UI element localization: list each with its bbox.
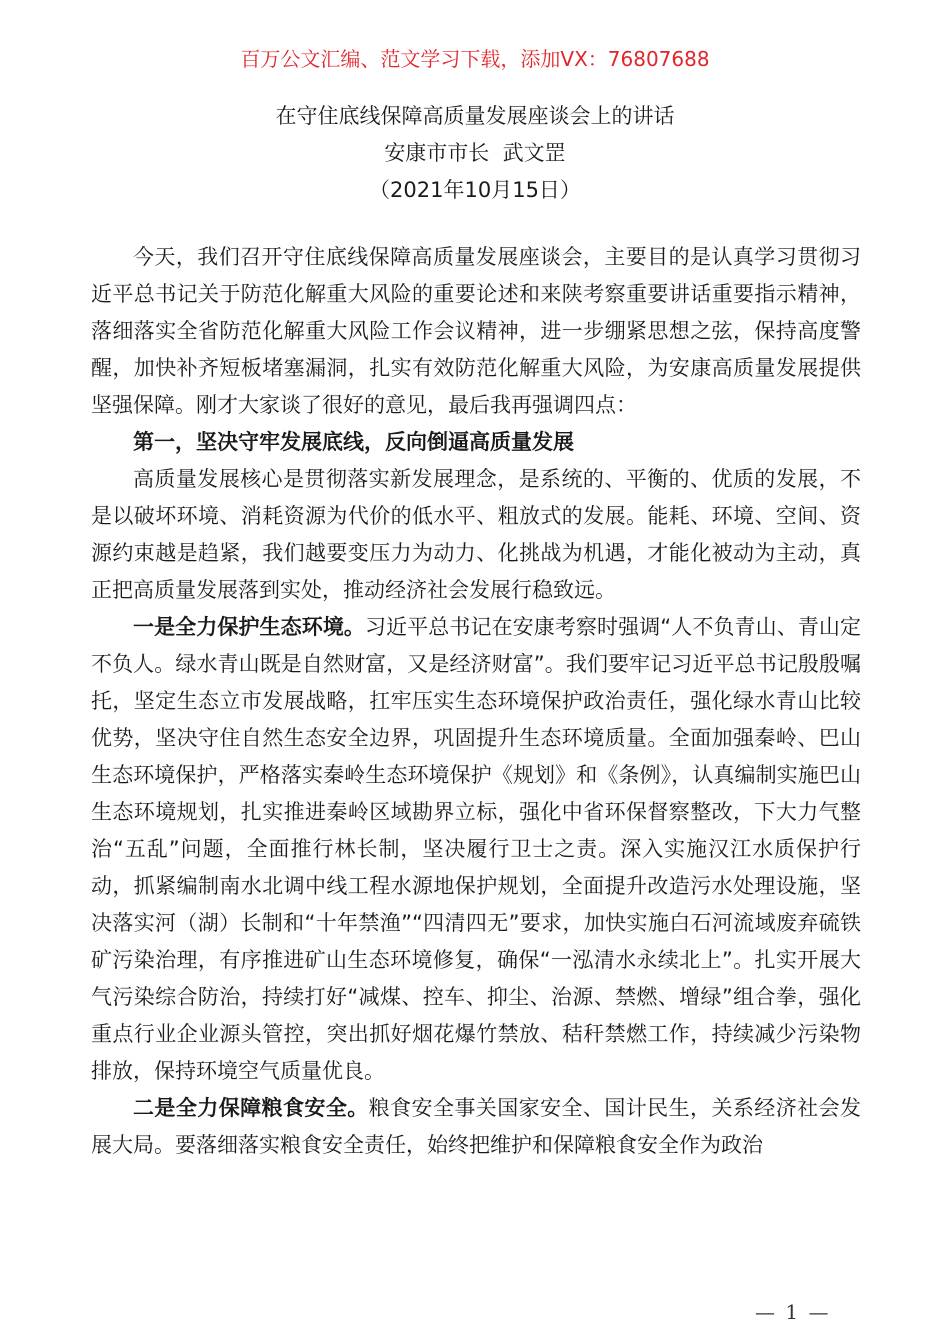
document-author: 安康市市长 武文罡 (384, 141, 566, 165)
page-number: — 1 — (755, 1300, 831, 1324)
paragraph-section-1: 高质量发展核心是贯彻落实新发展理念，是系统的、平衡的、优质的发展，不是以破坏环境、消耗资源为代价的低水平、粗放式的发展。能耗、环境、空间、资源约束越是趋紧，我们越要变压力为动力、化挑战为机遇，才能化被动为主动，真正把高质量发展落到实处，推动经济社会发展行稳致远。 (91, 467, 861, 602)
document-body (91, 239, 861, 1164)
paragraph-intro: 今天，我们召开守住底线保障高质量发展座谈会，主要目的是认真学习贯彻习近平总书记关于防范化解重大风险的重要论述和来陕考察重要讲话重要指示精神，落细落实全省防范化解重大风险工作会议精神，进一步绷紧思想之弦，保持高度警醒，加快补齐短板堵塞漏洞，扎实有效防范化解重大风险，为安康高质量发展提供坚强保障。刚才大家谈了很好的意见，最后我再强调四点： (91, 245, 861, 417)
document-header (0, 98, 950, 209)
paragraph-ecology (91, 609, 861, 1090)
paragraph-food-lead: 二是全力保障粮食安全。 (133, 1096, 369, 1120)
document-date: （2021年10月15日） (369, 178, 581, 202)
paragraph-ecology-text: 习近平总书记在安康考察时强调“人不负青山、青山定不负人。绿水青山既是自然财富，又是经济财富”。我们要牢记习近平总书记殷殷嘱托，坚定生态立市发展战略，扛牢压实生态环境保护政治责任，强化绿水青山比较优势，坚决守住自然生态安全边界，巩固提升生态环境质量。全面加强秦岭、巴山生态环境保护，严格落实秦岭生态环境保护《规划》和《条例》，认真编制实施巴山生态环境规划，扎实推进秦岭区域勘界立标，强化中省环保督察整改，下大力气整治“五乱”问题，全面推行林长制，坚决履行卫士之责。深入实施汉江水质保护行动，抓紧编制南水北调中线工程水源地保护规划，全面提升改造污水处理设施，坚决落实河（湖）长制和“十年禁渔”“四清四无”要求，加快实施白石河流域废弃硫铁矿污染治理，有序推进矿山生态环境修复，确保“一泓清水永续北上”。扎实开展大气污染综合防治，持续打好“减煤、控车、抑尘、治源、禁燃、增绿”组合拳，强化重点行业企业源头管控，突出抓好烟花爆竹禁放、秸秆禁燃工作，持续减少污染物排放，保持环境空气质量优良。 (91, 615, 861, 1083)
paragraph-ecology-lead: 一是全力保护生态环境。 (133, 615, 366, 639)
section-heading-1: 第一，坚决守牢发展底线，反向倒逼高质量发展 (133, 430, 574, 454)
document-title: 在守住底线保障高质量发展座谈会上的讲话 (275, 104, 675, 128)
paragraph-food-security (91, 1090, 861, 1164)
paragraph-food-text: 粮食安全事关国家安全、国计民生，关系经济社会发展大局。要落细落实粮食安全责任，始终把维护和保障粮食安全作为政治 (91, 1096, 862, 1157)
watermark-banner: 百万公文汇编、范文学习下载，添加VX：76807688 (240, 47, 710, 71)
